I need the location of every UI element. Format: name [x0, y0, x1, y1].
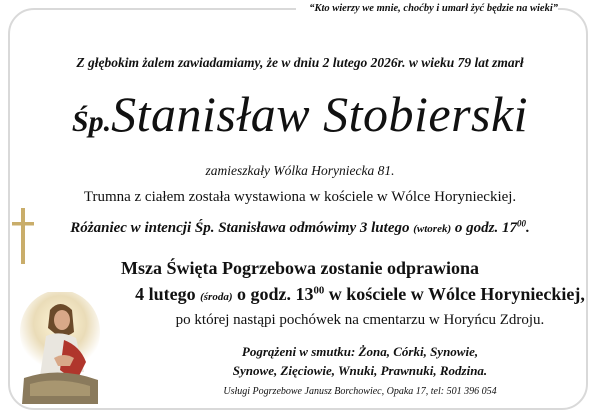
rosary-end: .: [525, 220, 530, 236]
mass-day: (środa): [200, 291, 233, 303]
rosary-time-minutes: 00: [516, 218, 526, 229]
rosary-day: (wtorek): [413, 223, 452, 235]
deceased-name-row: [0, 85, 600, 143]
announcement-line: Z głębokim żalem zawiadamiamy, że w dniu 2 lutego 2026r. w wieku 79 lat zmarł: [76, 55, 524, 70]
cross-icon: [12, 208, 34, 264]
mass-place: w kościele w Wólce Horynieckiej,: [328, 284, 585, 304]
rosary-time: o godz. 17: [454, 220, 517, 236]
mourners-line-2: Synowe, Zięciowie, Wnuki, Prawnuki, Rodzina.: [232, 363, 488, 378]
mass-time-minutes: 00: [313, 284, 325, 297]
coffin-line: Trumna z ciałem została wystawiona w kościele w Wólce Horynieckiej.: [83, 189, 517, 205]
mass-date-line: [60, 284, 600, 305]
mourners-line-1: Pogrążeni w smutku: Żona, Córki, Synowie,: [241, 344, 479, 359]
funeral-service-footer: Usługi Pogrzebowe Janusz Borchowiec, Opaka 17, tel: 501 396 054: [223, 386, 497, 397]
mass-date: 4 lutego: [135, 284, 196, 304]
praying-jesus-image: [20, 292, 100, 404]
mass-time: o godz. 13: [236, 284, 314, 304]
rosary-line: [0, 220, 600, 237]
mass-line: Msza Święta Pogrzebowa zostanie odprawiona: [121, 258, 479, 278]
name-prefix: Śp.: [71, 105, 112, 138]
rosary-text: Różaniec w intencji Śp. Stanisława odmówimy 3 lutego: [70, 220, 410, 236]
burial-line: po której nastąpi pochówek na cmentarzu w Horyńcu Zdroju.: [175, 312, 545, 328]
quote-line: “Kto wierzy we mnie, choćby i umarł żyć będzie na wieki”: [309, 3, 558, 14]
deceased-name: Stanisław Stobierski: [111, 86, 529, 142]
residence-line: zamieszkały Wólka Horyniecka 81.: [205, 163, 395, 178]
